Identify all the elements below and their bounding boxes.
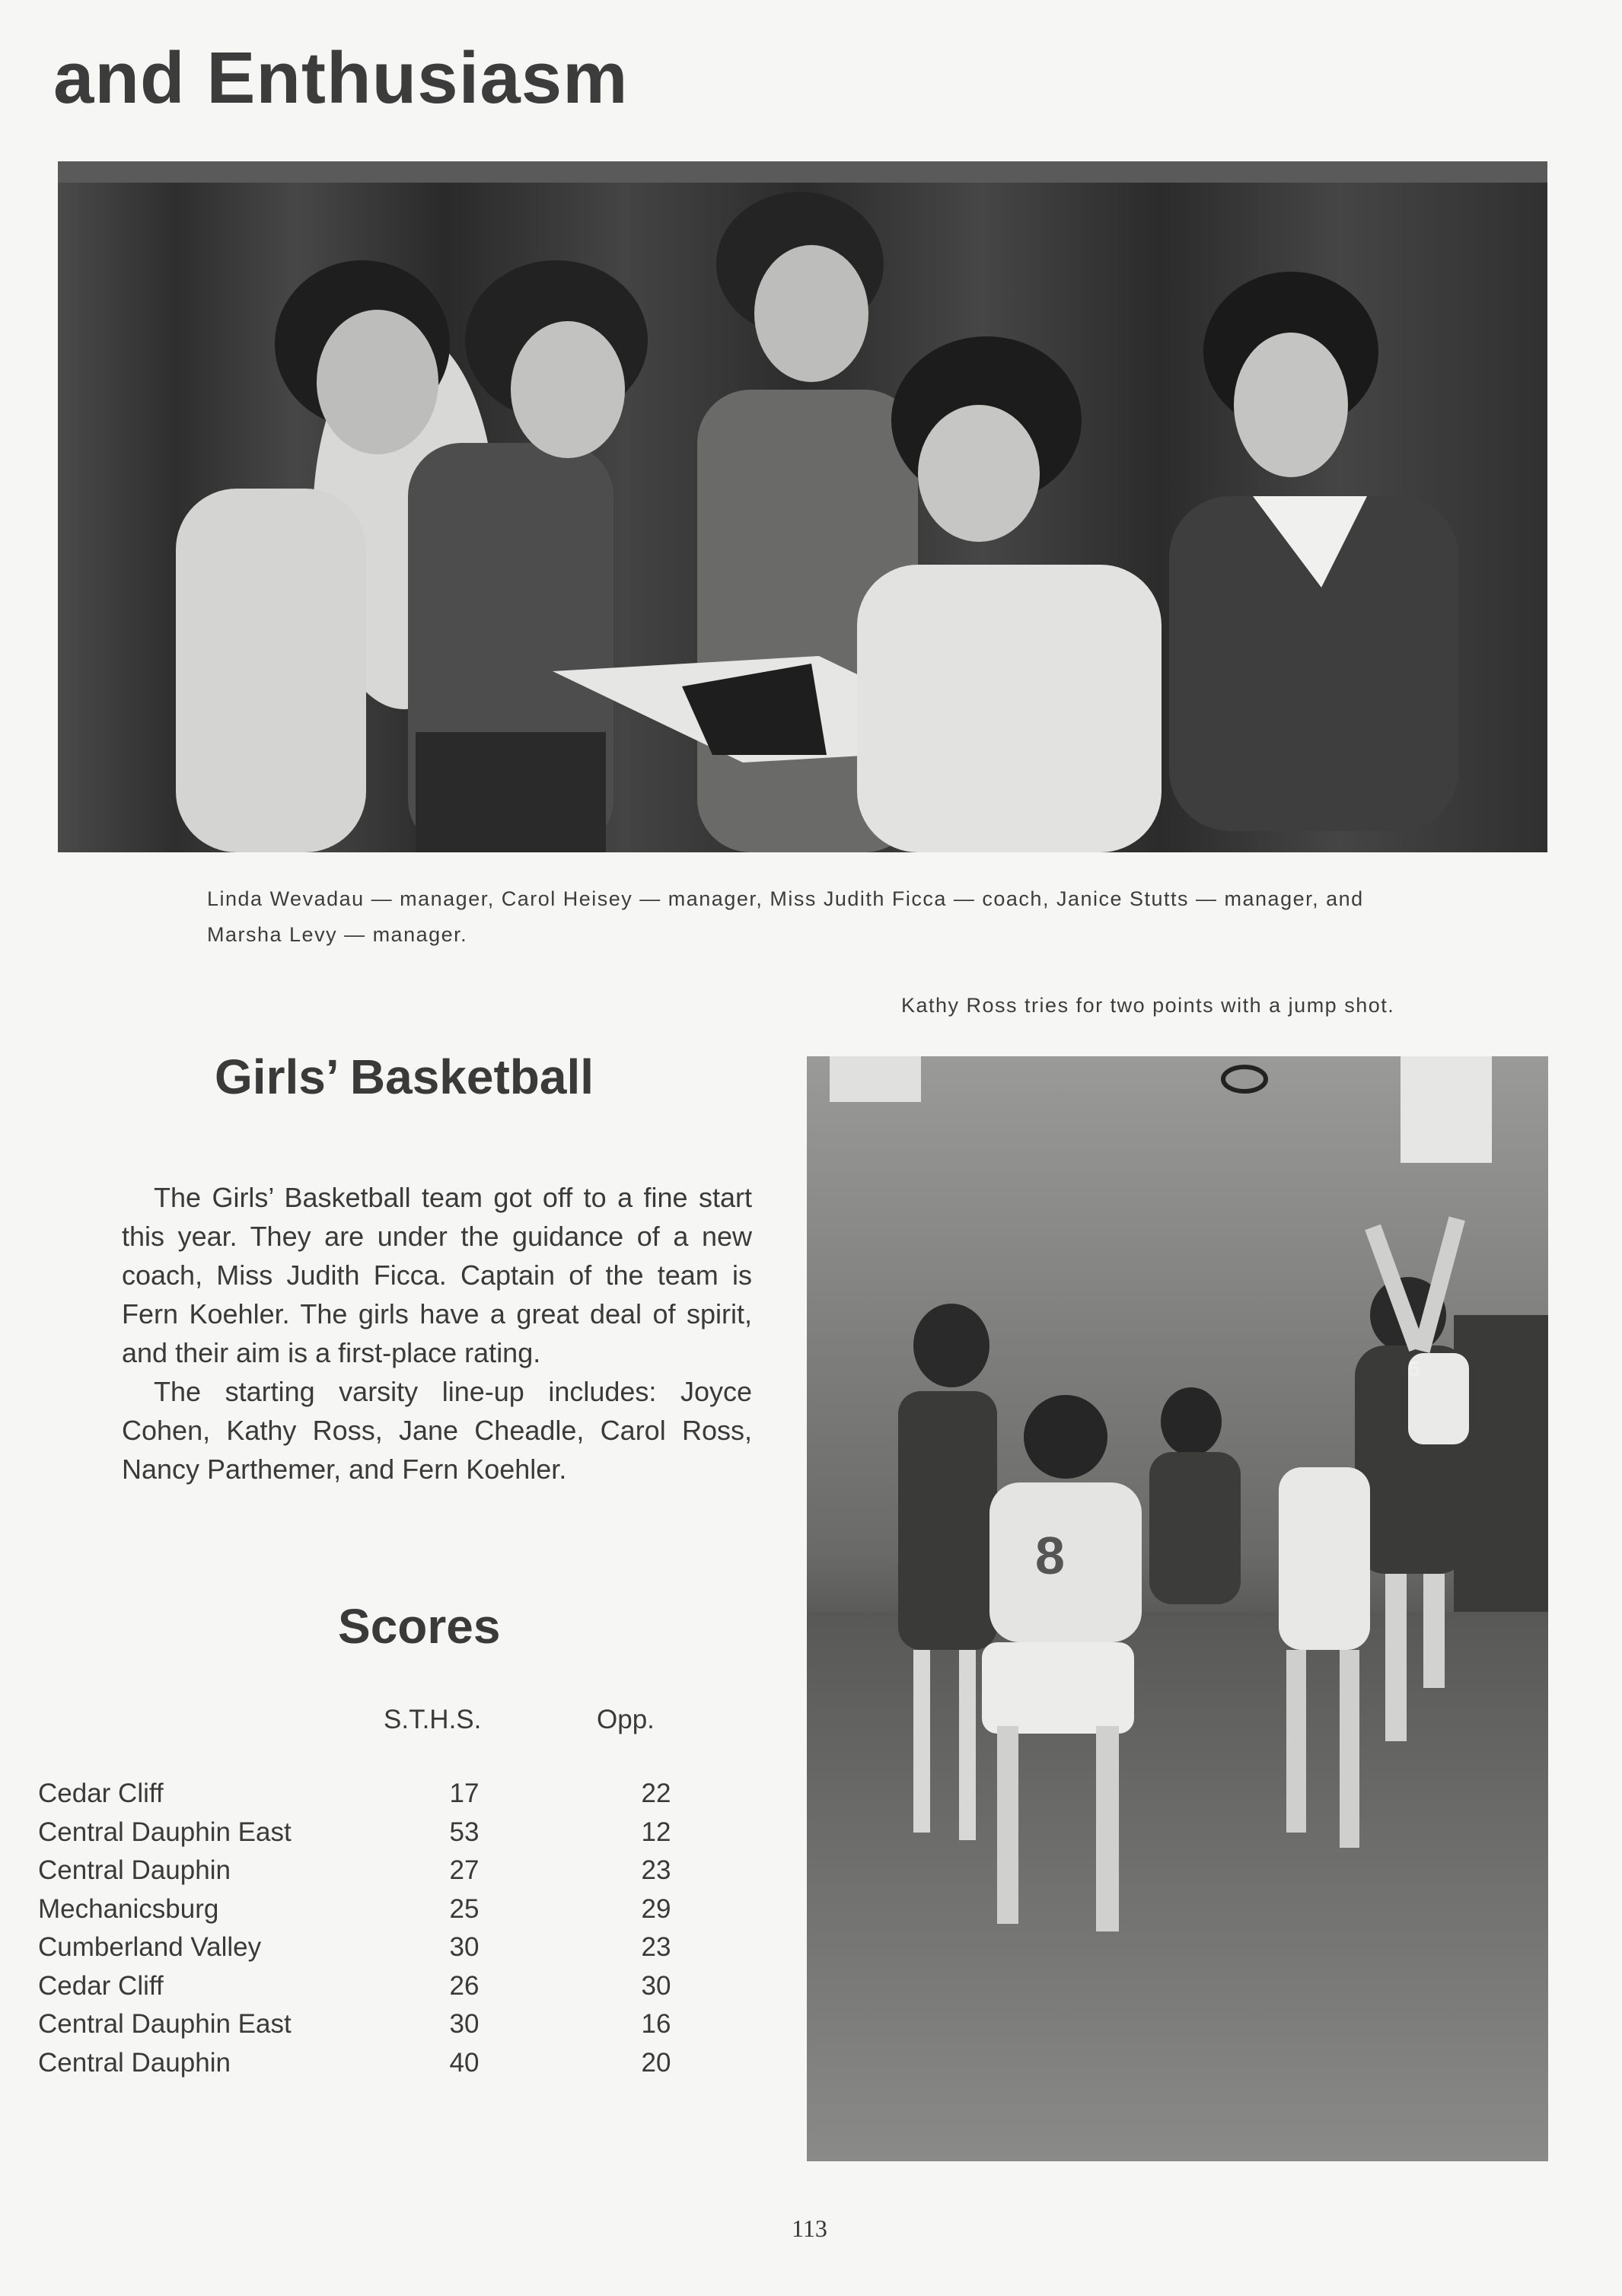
score-opponent: 29 — [641, 1893, 671, 1924]
score-row — [38, 1928, 693, 1967]
jersey-number-8: 8 — [1035, 1526, 1065, 1585]
article-title: Girls’ Basketball — [215, 1049, 594, 1104]
page-heading: and Enthusiasm — [53, 37, 629, 119]
score-team: Central Dauphin — [38, 2047, 231, 2078]
score-team: Central Dauphin — [38, 1855, 231, 1885]
score-row — [38, 1852, 693, 1890]
jersey-number-5: 5 — [1408, 1357, 1420, 1380]
scores-column-home: S.T.H.S. — [384, 1705, 482, 1734]
score-home: 26 — [449, 1970, 480, 2001]
score-home: 40 — [449, 2047, 480, 2078]
scores-column-opponent: Opp. — [597, 1705, 655, 1734]
score-team: Central Dauphin East — [38, 2009, 292, 2039]
score-team: Cedar Cliff — [38, 1970, 164, 2001]
score-row — [38, 1967, 693, 2006]
score-home: 17 — [449, 1779, 480, 1808]
scores-table — [38, 1775, 693, 2082]
score-team: Cumberland Valley — [38, 1932, 262, 1962]
score-opponent: 12 — [641, 1817, 671, 1847]
score-opponent: 16 — [641, 2009, 671, 2039]
score-opponent: 30 — [641, 1970, 671, 2001]
staff-photo-caption: Linda Wevadau — manager, Carol Heisey — manager, Miss Judith Ficca — coach, Janice Stutts — manager, and Marsha Levy — manager. — [207, 887, 1364, 946]
score-opponent: 23 — [641, 1932, 671, 1962]
article-body — [122, 1178, 752, 1489]
score-team: Cedar Cliff — [38, 1779, 164, 1808]
score-opponent: 22 — [641, 1779, 671, 1808]
score-row — [38, 1890, 693, 1929]
score-home: 25 — [449, 1893, 480, 1924]
score-home: 27 — [449, 1855, 480, 1885]
score-home: 30 — [449, 2009, 480, 2039]
score-row — [38, 2044, 693, 2083]
article-paragraph: The Girls’ Basketball team got off to a fine start this year. They are under the guidance of a new coach, Miss Judith Ficca. Captain of the team is Fern Koehler. The girls have a great deal of spirit, and their aim is a first-place rating. — [122, 1182, 752, 1368]
score-team: Central Dauphin East — [38, 1817, 292, 1847]
score-row — [38, 1814, 693, 1852]
page-number: 113 — [792, 2215, 827, 2242]
scores-title: Scores — [338, 1599, 501, 1654]
staff-group-photo — [58, 161, 1547, 852]
score-opponent: 20 — [641, 2047, 671, 2078]
score-home: 30 — [449, 1932, 480, 1962]
score-row — [38, 2005, 693, 2044]
score-team: Mechanicsburg — [38, 1893, 219, 1924]
basketball-action-photo — [807, 1056, 1548, 2161]
score-row — [38, 1775, 693, 1814]
action-photo-caption: Kathy Ross tries for two points with a jump shot. — [901, 994, 1395, 1017]
score-home: 53 — [449, 1817, 480, 1847]
score-opponent: 23 — [641, 1855, 671, 1885]
article-paragraph: The starting varsity line-up includes: Joyce Cohen, Kathy Ross, Jane Cheadle, Carol Ross, Nancy Parthemer, and Fern Koehler. — [122, 1376, 752, 1485]
